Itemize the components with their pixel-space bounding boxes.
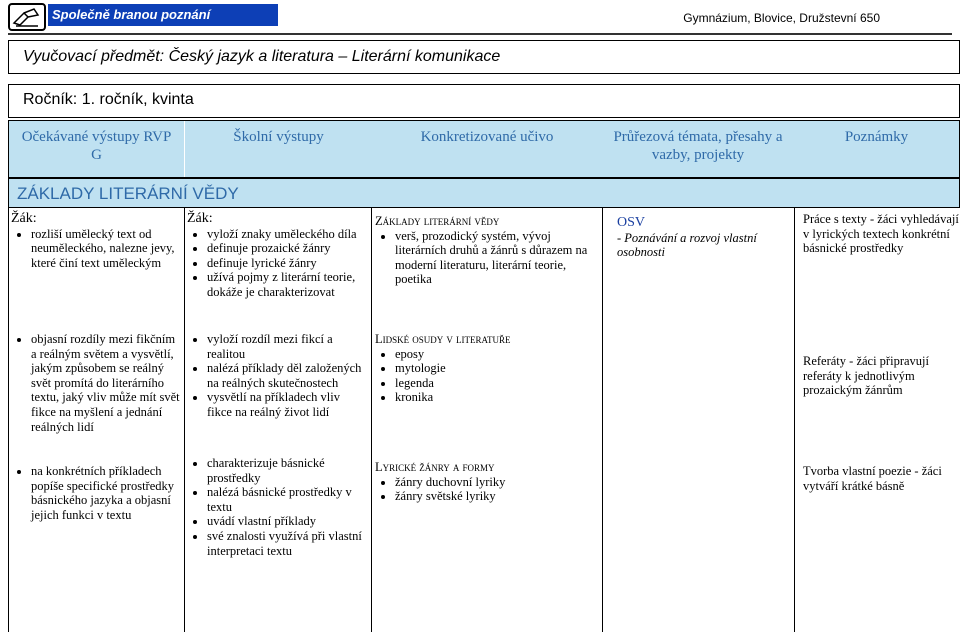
list-item: • své znalosti využívá při vlastní interpretaci textu [207,529,367,558]
row3-curriculum-cell [375,460,599,504]
brand-banner: Společně branou poznání [48,4,278,26]
list-item: • uvádí vlastní příklady [207,514,367,529]
list-item: • definuje prozaické žánry [207,241,367,256]
grade-box [8,84,960,118]
row1-school-label: Žák: [187,211,213,226]
row1-curriculum-heading: Základy literární vědy [375,214,500,228]
list-item: • definuje lyrické žánry [207,256,367,271]
row3-school-cell [187,456,367,558]
list-item: • kronika [395,390,599,405]
list-item: • na konkrétních příkladech popíše specifické prostředky básnického jazyka a objasní jejich funkci v textu [31,464,181,522]
list-item: • verš, prozodický systém, vývoj literárních druhů a žánrů s důrazem na moderní literaturu, literární teorie, poetika [395,229,599,287]
row2-notes-cell [803,354,959,398]
column-header-cross-topics: Průřezová témata, přesahy a vazby, projekty [613,129,783,163]
grade-value: 1. ročník, kvinta [81,91,194,108]
subject-value: Český jazyk a literatura – Literární komunikace [168,48,501,65]
osv-text: - Poznávání a rozvoj vlastní osobnosti [617,230,757,260]
list-item: • objasní rozdíly mezi fikčním a reálným světem a vysvětlí, jakým způsobem se reálný svět promítá do literárního textu, jaký vliv může mít svět fikce na myšlení a jednání reálných lidí [31,332,181,434]
list-item: • vyloží rozdíl mezi fikcí a realitou [207,332,367,361]
row3-note: Tvorba vlastní poezie - žáci vytváří krátké básně [803,464,942,493]
page-header [0,0,960,30]
row2-school-cell [187,332,367,420]
content-table [8,208,960,632]
column-header-notes: Poznámky [844,129,909,145]
osv-code: OSV [617,215,646,230]
column-notes [795,208,960,632]
list-item: • žánry duchovní lyriky [395,475,599,490]
column-header-school-outputs: Školní výstupy [233,129,324,145]
list-item: • vysvětlí na příkladech vliv fikce na reálný život lidí [207,390,367,419]
list-item: • eposy [395,347,599,362]
row1-note: Práce s texty - žáci vyhledávají v lyrických textech konkrétní básnické prostředky [803,212,959,256]
header-divider [8,33,952,35]
row3-curriculum-heading: Lyrické žánry a formy [375,460,495,474]
row1-rvp-label: Žák: [11,211,37,226]
column-header-rvp: Očekávané výstupy RVP G [9,121,185,177]
table-header [8,120,960,178]
list-item: • rozliší umělecký text od neuměleckého, nalezne jevy, které činí text uměleckým [31,227,181,271]
list-item: • charakterizuje básnické prostředky [207,456,367,485]
subject-label: Vyučovací předmět: [23,48,165,65]
book-logo-icon [8,3,46,31]
row1-notes-cell [803,212,959,256]
list-item: • mytologie [395,361,599,376]
row1-school-cell [187,212,367,300]
grade-label: Ročník: [23,91,78,108]
list-item: • žánry světské lyriky [395,489,599,504]
school-name: Gymnázium, Blovice, Družstevní 650 [683,11,880,25]
row3-notes-cell [803,464,959,493]
list-item: • vyloží znaky uměleckého díla [207,227,367,242]
column-cross-topics [603,208,795,632]
row2-rvp-cell [11,332,181,434]
row2-note: Referáty - žáci připravují referáty k jednotlivým prozaickým žánrům [803,354,929,398]
row2-curriculum-heading: Lidské osudy v literatuře [375,332,511,346]
row1-rvp-cell [11,212,181,270]
list-item: • legenda [395,376,599,391]
list-item: • nalézá básnické prostředky v textu [207,485,367,514]
subject-box [8,40,960,74]
section-title: ZÁKLADY LITERÁRNÍ VĚDY [8,178,960,208]
row3-rvp-cell [11,464,181,522]
list-item: • užívá pojmy z literární teorie, dokáže je charakterizovat [207,270,367,299]
list-item: • nalézá příklady děl založených na reálných skutečnostech [207,361,367,390]
row1-cross-topics-cell [617,216,793,260]
column-header-curriculum: Konkretizované učivo [420,129,554,145]
row1-curriculum-cell [375,214,599,287]
row2-curriculum-cell [375,332,599,405]
